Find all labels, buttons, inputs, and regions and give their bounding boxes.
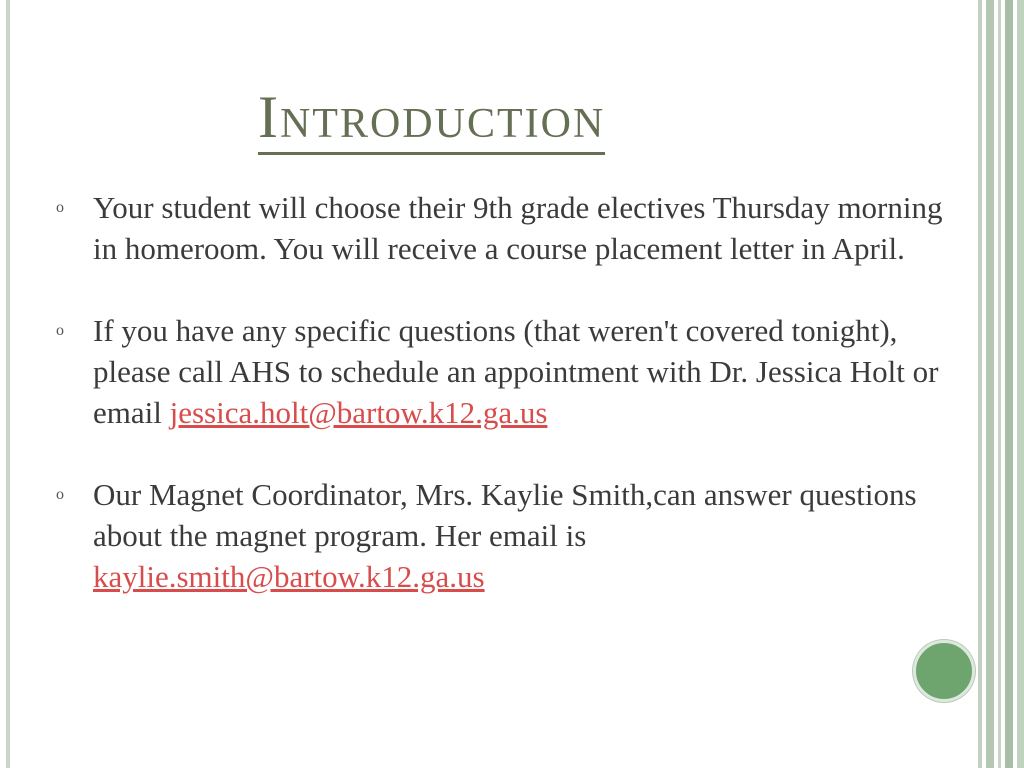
bullet-item xyxy=(54,474,974,597)
right-stripe-decoration xyxy=(986,0,994,768)
email-link-kaylie-smith[interactable]: kaylie.smith@bartow.k12.ga.us xyxy=(93,559,485,594)
slide-title: Introduction xyxy=(258,82,605,155)
right-stripe-decoration xyxy=(998,0,1001,768)
right-stripe-decoration xyxy=(1005,0,1013,768)
bullet-text: If you have any specific questions (that weren't covered tonight), please call AHS to schedule an appointment with Dr. Jessica Holt or email xyxy=(93,313,939,430)
bullet-item xyxy=(54,310,974,433)
decorative-circle xyxy=(913,640,975,702)
right-stripe-decoration xyxy=(978,0,982,768)
right-stripe-decoration xyxy=(1017,0,1024,768)
bullet-item xyxy=(54,187,974,269)
bullet-marker-icon: o xyxy=(56,199,64,216)
bullet-text: Your student will choose their 9th grade electives Thursday morning in homeroom. You will receive a course placement letter in April. xyxy=(93,190,943,266)
bullet-list xyxy=(54,187,974,638)
bullet-marker-icon: o xyxy=(56,322,64,339)
bullet-marker-icon: o xyxy=(56,486,64,503)
bullet-text: Our Magnet Coordinator, Mrs. Kaylie Smith,can answer questions about the magnet program. Her email is xyxy=(93,477,917,553)
email-link-jessica-holt[interactable]: jessica.holt@bartow.k12.ga.us xyxy=(169,395,548,430)
left-border-decoration xyxy=(6,0,10,768)
